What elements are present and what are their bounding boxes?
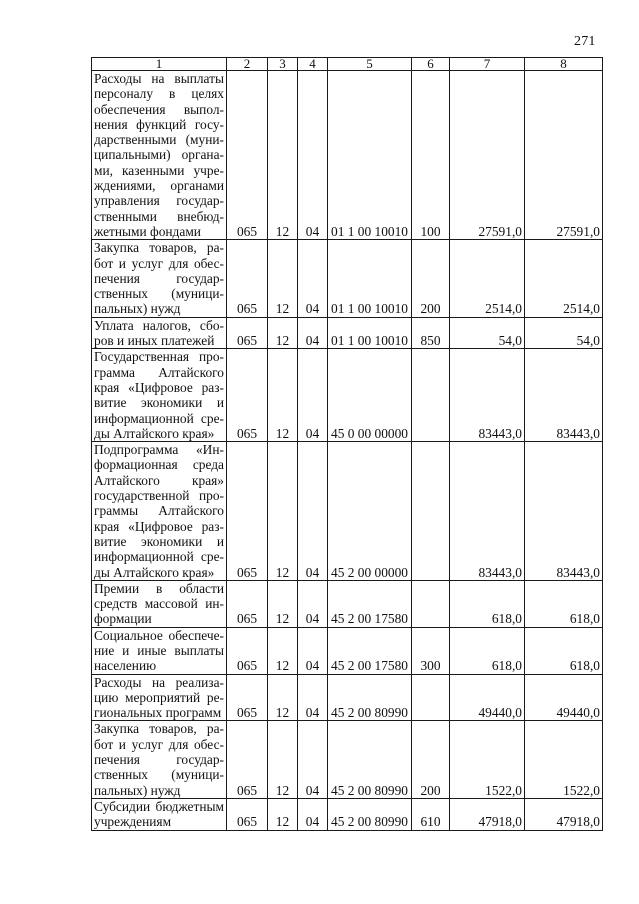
- section-code: 12: [268, 349, 298, 442]
- subsection-code: 04: [298, 349, 328, 442]
- expense-type-code: [412, 580, 450, 627]
- table-row: [92, 580, 603, 627]
- expense-type-code: [412, 674, 450, 721]
- amount-col7: 47918,0: [450, 798, 525, 830]
- ministry-code: 065: [227, 317, 268, 349]
- amount-col8: 54,0: [525, 317, 603, 349]
- amount-col8: 83443,0: [525, 442, 603, 581]
- column-header: 4: [298, 58, 328, 71]
- amount-col8: 1522,0: [525, 721, 603, 798]
- target-article-code: 45 0 00 00000: [328, 349, 412, 442]
- target-article-code: 45 2 00 00000: [328, 442, 412, 581]
- subsection-code: 04: [298, 442, 328, 581]
- subsection-code: 04: [298, 240, 328, 317]
- table-row: [92, 721, 603, 798]
- section-code: 12: [268, 721, 298, 798]
- table-row: [92, 349, 603, 442]
- amount-col7: 27591,0: [450, 71, 525, 240]
- table-row: [92, 627, 603, 674]
- column-header: 5: [328, 58, 412, 71]
- amount-col8: 618,0: [525, 627, 603, 674]
- column-header: 8: [525, 58, 603, 71]
- expense-name: Закупка товаров, работ и услуг для обеспечения государственных (муниципальных) нужд: [92, 240, 227, 317]
- amount-col8: 49440,0: [525, 674, 603, 721]
- column-header: 6: [412, 58, 450, 71]
- column-header: 7: [450, 58, 525, 71]
- target-article-code: 45 2 00 17580: [328, 580, 412, 627]
- section-code: 12: [268, 317, 298, 349]
- expense-type-code: 200: [412, 240, 450, 317]
- ministry-code: 065: [227, 627, 268, 674]
- target-article-code: 45 2 00 80990: [328, 798, 412, 830]
- target-article-code: 01 1 00 10010: [328, 317, 412, 349]
- table-row: [92, 442, 603, 581]
- ministry-code: 065: [227, 349, 268, 442]
- ministry-code: 065: [227, 442, 268, 581]
- ministry-code: 065: [227, 240, 268, 317]
- section-code: 12: [268, 674, 298, 721]
- header-row: [92, 58, 603, 71]
- amount-col7: 618,0: [450, 580, 525, 627]
- ministry-code: 065: [227, 798, 268, 830]
- amount-col7: 54,0: [450, 317, 525, 349]
- subsection-code: 04: [298, 580, 328, 627]
- ministry-code: 065: [227, 71, 268, 240]
- section-code: 12: [268, 442, 298, 581]
- amount-col7: 49440,0: [450, 674, 525, 721]
- amount-col7: 83443,0: [450, 349, 525, 442]
- expense-type-code: [412, 442, 450, 581]
- subsection-code: 04: [298, 721, 328, 798]
- amount-col8: 618,0: [525, 580, 603, 627]
- column-header: 2: [227, 58, 268, 71]
- table-row: [92, 798, 603, 830]
- expense-type-code: 850: [412, 317, 450, 349]
- expense-name: Закупка товаров, работ и услуг для обеспечения государственных (муниципальных) нужд: [92, 721, 227, 798]
- expense-name: Субсидии бюджетным учреждениям: [92, 798, 227, 830]
- subsection-code: 04: [298, 71, 328, 240]
- target-article-code: 01 1 00 10010: [328, 71, 412, 240]
- subsection-code: 04: [298, 674, 328, 721]
- subsection-code: 04: [298, 798, 328, 830]
- expense-name: Социальное обеспечение и иные выплаты населению: [92, 627, 227, 674]
- expense-type-code: 300: [412, 627, 450, 674]
- amount-col8: 83443,0: [525, 349, 603, 442]
- expense-name: Премии в области средств массовой информации: [92, 580, 227, 627]
- amount-col8: 47918,0: [525, 798, 603, 830]
- section-code: 12: [268, 240, 298, 317]
- amount-col7: 83443,0: [450, 442, 525, 581]
- subsection-code: 04: [298, 317, 328, 349]
- amount-col8: 2514,0: [525, 240, 603, 317]
- expense-type-code: [412, 349, 450, 442]
- budget-table: [91, 57, 603, 831]
- expense-type-code: 100: [412, 71, 450, 240]
- section-code: 12: [268, 798, 298, 830]
- section-code: 12: [268, 580, 298, 627]
- expense-name: Расходы на выплаты персоналу в целях обеспечения выполнения функций государственными (муниципальными) органами, казенными учреждениями, органами управления государственными внебюджетными фондами: [92, 71, 227, 240]
- expense-type-code: 200: [412, 721, 450, 798]
- amount-col7: 1522,0: [450, 721, 525, 798]
- expense-name: Подпрограмма «Информационная среда Алтайского края» государственной программы Алтайского края «Цифровое развитие экономики и информационной среды Алтайского края»: [92, 442, 227, 581]
- column-header: 1: [92, 58, 227, 71]
- table-row: [92, 71, 603, 240]
- subsection-code: 04: [298, 627, 328, 674]
- target-article-code: 45 2 00 80990: [328, 721, 412, 798]
- expense-name: Уплата налогов, сборов и иных платежей: [92, 317, 227, 349]
- target-article-code: 45 2 00 80990: [328, 674, 412, 721]
- expense-name: Расходы на реализацию мероприятий региональных программ: [92, 674, 227, 721]
- section-code: 12: [268, 71, 298, 240]
- target-article-code: 45 2 00 17580: [328, 627, 412, 674]
- table-row: [92, 674, 603, 721]
- table-row: [92, 317, 603, 349]
- column-header: 3: [268, 58, 298, 71]
- amount-col7: 2514,0: [450, 240, 525, 317]
- ministry-code: 065: [227, 580, 268, 627]
- table-row: [92, 240, 603, 317]
- expense-name: Государственная программа Алтайского края «Цифровое развитие экономики и информационной среды Алтайского края»: [92, 349, 227, 442]
- ministry-code: 065: [227, 721, 268, 798]
- ministry-code: 065: [227, 674, 268, 721]
- expense-type-code: 610: [412, 798, 450, 830]
- target-article-code: 01 1 00 10010: [328, 240, 412, 317]
- page-number: 271: [574, 34, 596, 49]
- section-code: 12: [268, 627, 298, 674]
- amount-col8: 27591,0: [525, 71, 603, 240]
- amount-col7: 618,0: [450, 627, 525, 674]
